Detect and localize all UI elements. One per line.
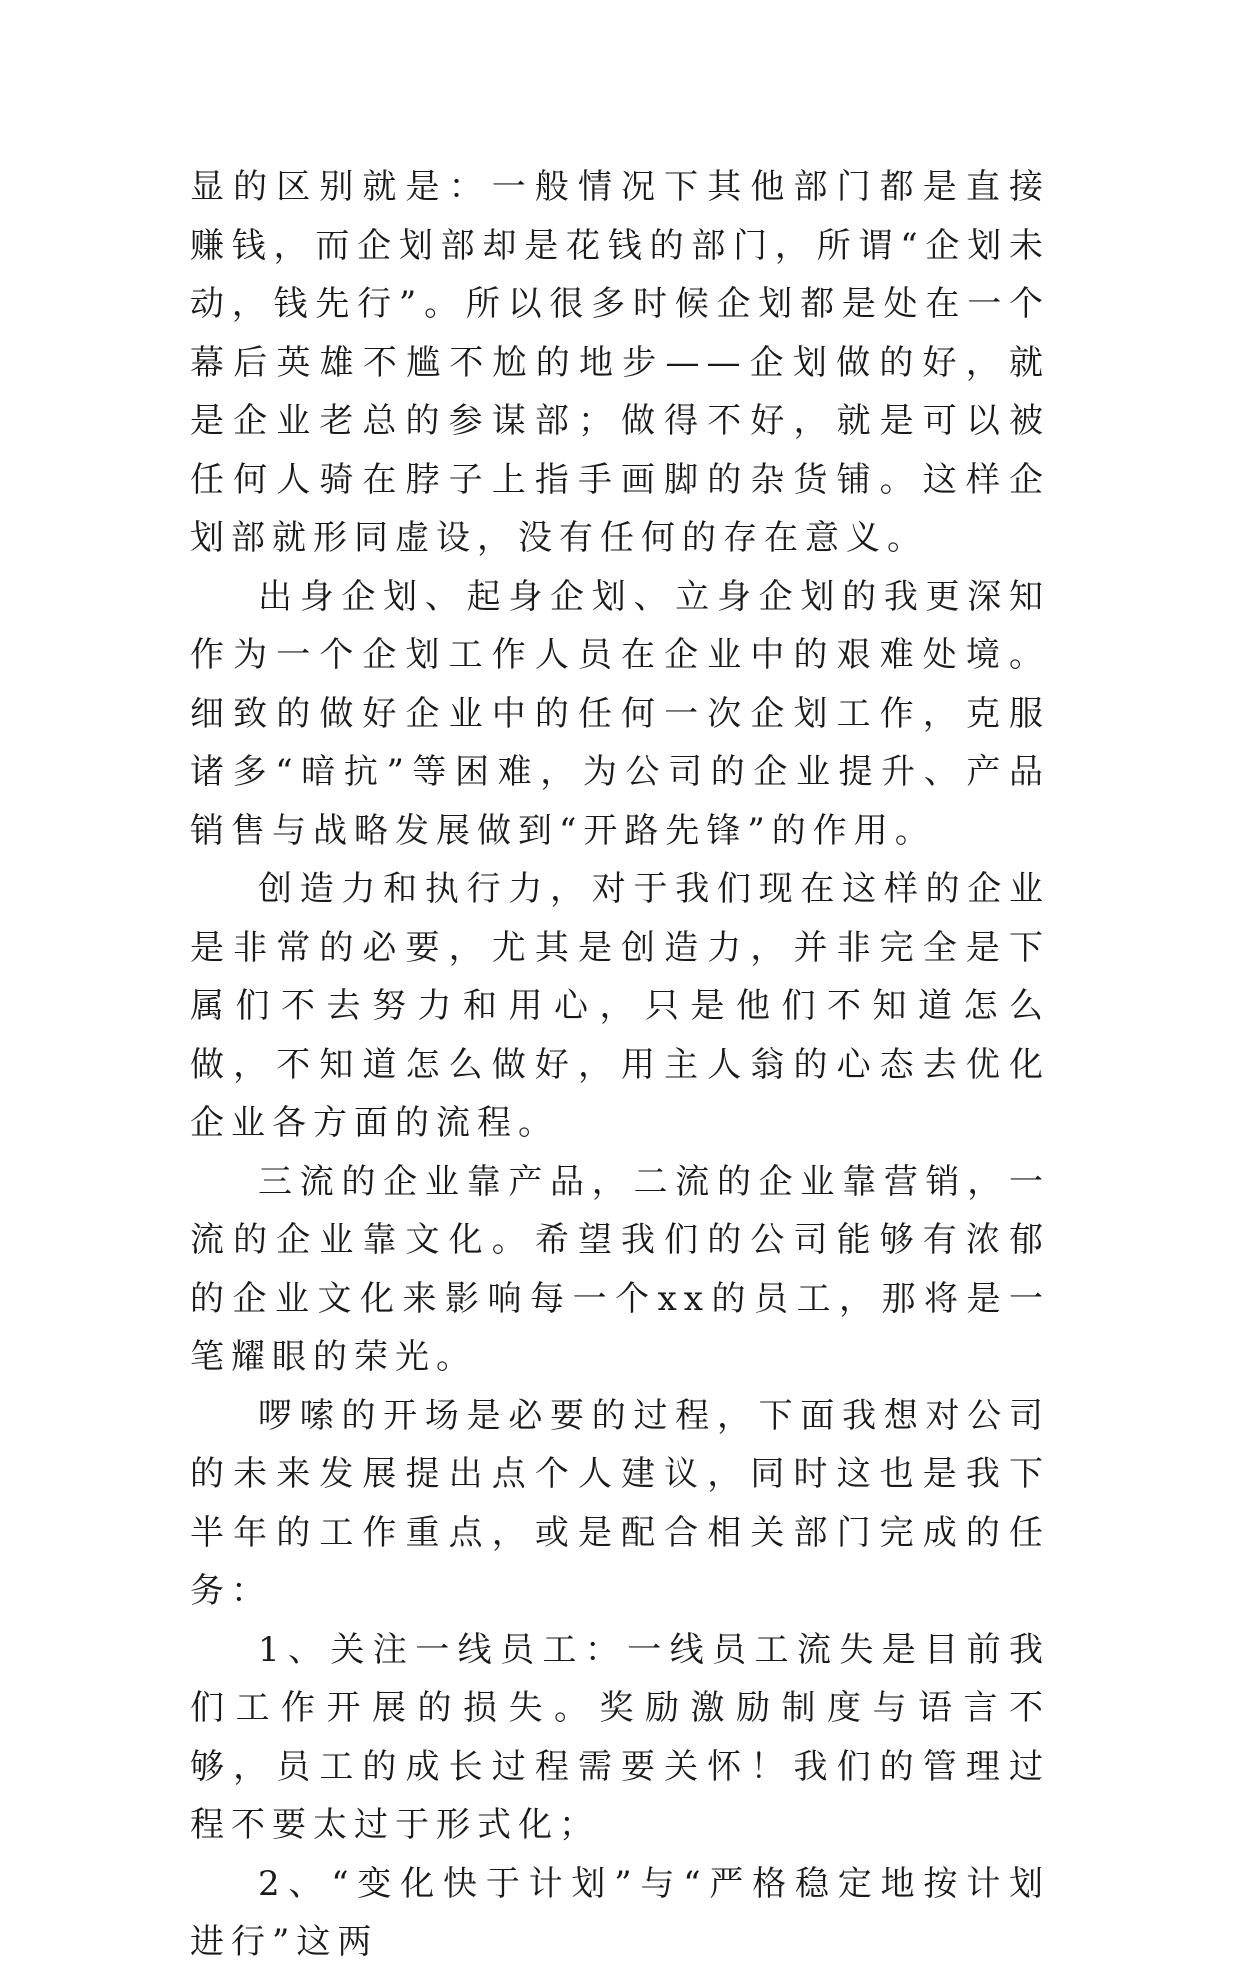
paragraph-item-2: 2、“变化快于计划”与“严格稳定地按计划进行”这两 <box>190 1863 1050 1962</box>
paragraph-creativity-execution: 创造力和执行力，对于我们现在这样的企业是非常的必要，尤其是创造力，并非完全是下属们不去努力和用心，只是他们不知道怎么做，不知道怎么做好，用主人翁的心态去优化企业各方面的流程。 <box>190 869 1050 1143</box>
paragraph-planning-background: 出身企划、起身企划、立身企划的我更深知作为一个企划工作人员在企业中的艰难处境。细致的做好企业中的任何一次企划工作，克服诸多“暗抗”等困难，为公司的企业提升、产品销售与战略发展做到“开路先锋”的作用。 <box>190 576 1050 851</box>
paragraph-item-1: 1、关注一线员工：一线员工流失是目前我们工作开展的损失。奖励激励制度与语言不够，员工的成长过程需要关怀！我们的管理过程不要太过于形式化； <box>190 1629 1050 1845</box>
paragraph-continuation: 显的区别就是：一般情况下其他部门都是直接赚钱，而企划部却是花钱的部门，所谓“企划未动，钱先行”。所以很多时候企划都是处在一个幕后英雄不尴不尬的地步——企划做的好，就是企业老总的参谋部；做得不好，就是可以被任何人骑在脖子上指手画脚的杂货铺。这样企划部就形同虚设，没有任何的存在意义。 <box>190 167 1050 558</box>
paragraph-suggestions-intro: 啰嗦的开场是必要的过程，下面我想对公司的未来发展提出点个人建议，同时这也是我下半年的工作重点，或是配合相关部门完成的任务： <box>190 1395 1050 1611</box>
document-body <box>190 158 1050 1972</box>
paragraph-corporate-culture: 三流的企业靠产品，二流的企业靠营销，一流的企业靠文化。希望我们的公司能够有浓郁的企业文化来影响每一个xx的员工，那将是一笔耀眼的荣光。 <box>190 1161 1050 1377</box>
